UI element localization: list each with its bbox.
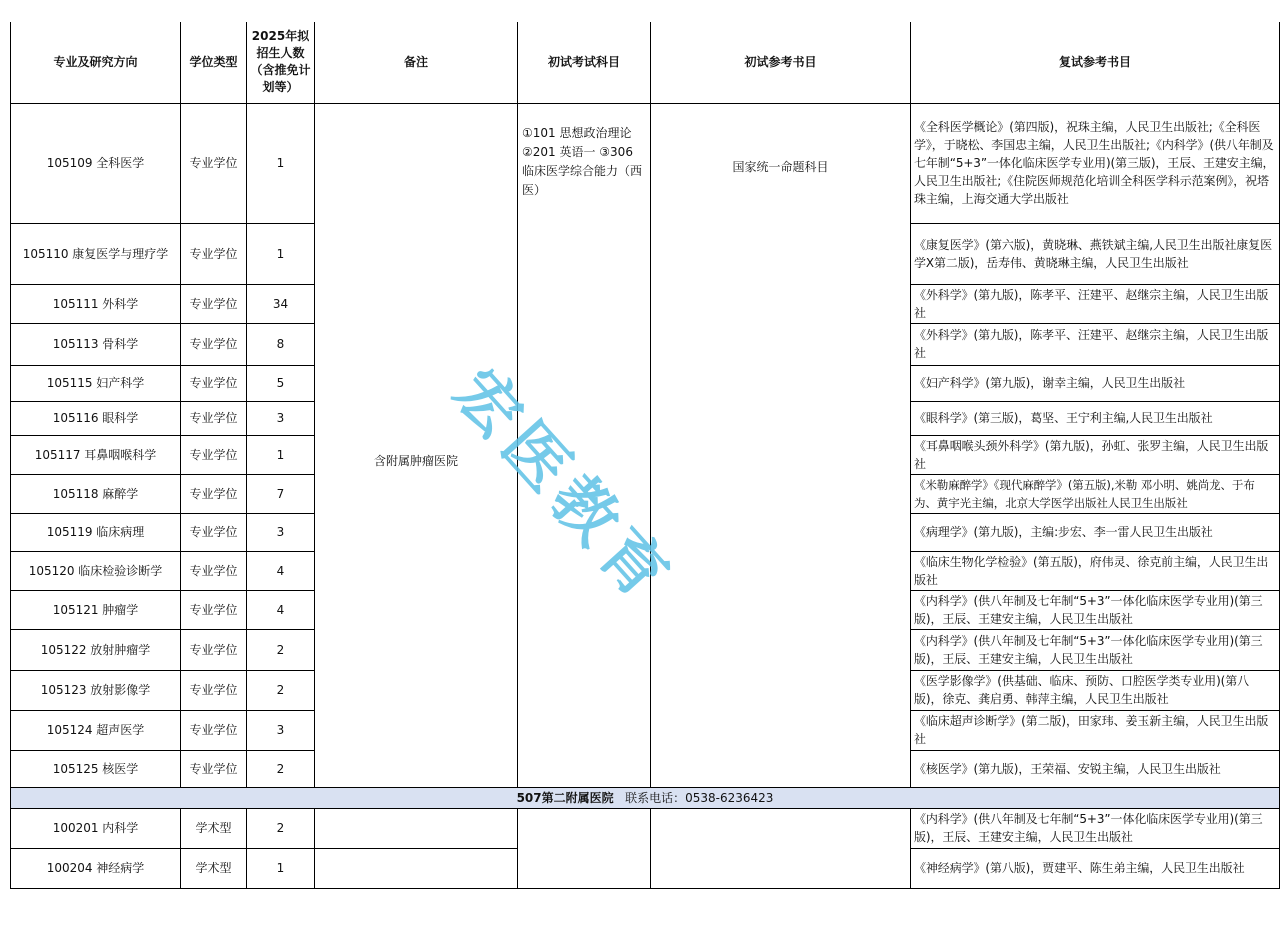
- retest-ref-cell: 《核医学》(第九版)，王荣福、安锐主编，人民卫生出版社: [911, 750, 1280, 787]
- header-retest-ref: 复试参考书目: [911, 22, 1280, 103]
- quota-cell: 1: [247, 103, 315, 223]
- quota-cell: 1: [247, 848, 315, 888]
- retest-ref-cell: 《神经病学》(第八版)，贾建平、陈生弟主编，人民卫生出版社: [911, 848, 1280, 888]
- major-cell: 105124 超声医学: [11, 710, 181, 750]
- quota-cell: 2: [247, 750, 315, 787]
- note-cell: [315, 808, 518, 848]
- quota-cell: 3: [247, 401, 315, 435]
- quota-cell: 3: [247, 710, 315, 750]
- degree-cell: 学术型: [181, 848, 247, 888]
- major-cell: 100201 内科学: [11, 808, 181, 848]
- major-cell: 105118 麻醉学: [11, 474, 181, 513]
- major-cell: 105125 核医学: [11, 750, 181, 787]
- quota-cell: 2: [247, 808, 315, 848]
- major-cell: 105119 临床病理: [11, 513, 181, 551]
- retest-ref-cell: 《医学影像学》(供基础、临床、预防、口腔医学类专业用)(第八版)，徐克、龚启勇、韩萍主编，人民卫生出版社: [911, 670, 1280, 710]
- section-contact: 联系电话：0538-6236423: [625, 790, 774, 805]
- header-note: 备注: [315, 22, 518, 103]
- note-cell: 含附属肿瘤医院: [315, 103, 518, 787]
- retest-ref-cell: 《妇产科学》(第九版)，谢幸主编，人民卫生出版社: [911, 365, 1280, 401]
- quota-cell: 2: [247, 670, 315, 710]
- degree-cell: 专业学位: [181, 750, 247, 787]
- degree-cell: 专业学位: [181, 629, 247, 670]
- retest-ref-cell: 《病理学》(第九版)，主编:步宏、李一雷人民卫生出版社: [911, 513, 1280, 551]
- degree-cell: 专业学位: [181, 670, 247, 710]
- table-row: [11, 808, 1280, 848]
- admissions-table: [10, 22, 1280, 889]
- major-cell: 100204 神经病学: [11, 848, 181, 888]
- quota-cell: 34: [247, 284, 315, 323]
- major-cell: 105113 骨科学: [11, 323, 181, 365]
- major-cell: 105122 放射肿瘤学: [11, 629, 181, 670]
- major-cell: 105123 放射影像学: [11, 670, 181, 710]
- exam-subjects-cell: ①101 思想政治理论 ②201 英语一 ③306 临床医学综合能力（西医）: [518, 103, 651, 787]
- retest-ref-cell: 《内科学》(供八年制及七年制“5+3”一体化临床医学专业用)(第三版)，王辰、王建安主编，人民卫生出版社: [911, 590, 1280, 629]
- major-cell: 105116 眼科学: [11, 401, 181, 435]
- quota-cell: 2: [247, 629, 315, 670]
- major-cell: 105109 全科医学: [11, 103, 181, 223]
- major-cell: 105121 肿瘤学: [11, 590, 181, 629]
- degree-cell: 专业学位: [181, 103, 247, 223]
- retest-ref-cell: 《临床超声诊断学》(第二版)，田家玮、姜玉新主编，人民卫生出版社: [911, 710, 1280, 750]
- degree-cell: 专业学位: [181, 474, 247, 513]
- header-quota: 2025年拟招生人数（含推免计划等）: [247, 22, 315, 103]
- quota-cell: 8: [247, 323, 315, 365]
- header-first-ref: 初试参考书目: [651, 22, 911, 103]
- first-ref-cell: [651, 808, 911, 888]
- section-header-row: [11, 787, 1280, 808]
- quota-cell: 7: [247, 474, 315, 513]
- table-row: [11, 103, 1280, 223]
- degree-cell: 学术型: [181, 808, 247, 848]
- retest-ref-cell: 《米勒麻醉学》《现代麻醉学》(第五版),米勒 邓小明、姚尚龙、于布为、黄宇光主编，北京大学医学出版社人民卫生出版社: [911, 474, 1280, 513]
- header-row: [11, 22, 1280, 103]
- first-ref-cell: 国家统一命题科目: [651, 103, 911, 787]
- quota-cell: 1: [247, 435, 315, 474]
- major-cell: 105120 临床检验诊断学: [11, 551, 181, 590]
- quota-cell: 5: [247, 365, 315, 401]
- degree-cell: 专业学位: [181, 710, 247, 750]
- degree-cell: 专业学位: [181, 223, 247, 284]
- note-cell: [315, 848, 518, 888]
- degree-cell: 专业学位: [181, 284, 247, 323]
- quota-cell: 3: [247, 513, 315, 551]
- degree-cell: 专业学位: [181, 551, 247, 590]
- retest-ref-cell: 《临床生物化学检验》(第五版)，府伟灵、徐克前主编，人民卫生出版社: [911, 551, 1280, 590]
- degree-cell: 专业学位: [181, 401, 247, 435]
- degree-cell: 专业学位: [181, 323, 247, 365]
- retest-ref-cell: 《耳鼻咽喉头颈外科学》(第九版)，孙虹、张罗主编，人民卫生出版社: [911, 435, 1280, 474]
- retest-ref-cell: 《全科医学概论》(第四版)，祝珠主编，人民卫生出版社;《全科医学》，于晓松、李国忠主编，人民卫生出版社;《内科学》(供八年制及七年制“5+3”一体化临床医学专业用)(第三版)，王辰、王建安主编，人民卫生出版社;《住院医师规范化培训全科医学科示范案例》，祝塔珠主编，上海交通大学出版社: [911, 103, 1280, 223]
- retest-ref-cell: 《眼科学》(第三版)，葛坚、王宁利主编,人民卫生出版社: [911, 401, 1280, 435]
- retest-ref-cell: 《外科学》(第九版)，陈孝平、汪建平、赵继宗主编，人民卫生出版社: [911, 284, 1280, 323]
- degree-cell: 专业学位: [181, 513, 247, 551]
- quota-cell: 4: [247, 551, 315, 590]
- major-cell: 105117 耳鼻咽喉科学: [11, 435, 181, 474]
- retest-ref-cell: 《外科学》(第九版)，陈孝平、汪建平、赵继宗主编，人民卫生出版社: [911, 323, 1280, 365]
- retest-ref-cell: 《内科学》(供八年制及七年制“5+3”一体化临床医学专业用)(第三版)，王辰、王建安主编，人民卫生出版社: [911, 629, 1280, 670]
- degree-cell: 专业学位: [181, 365, 247, 401]
- quota-cell: 4: [247, 590, 315, 629]
- quota-cell: 1: [247, 223, 315, 284]
- header-degree: 学位类型: [181, 22, 247, 103]
- header-exam: 初试考试科目: [518, 22, 651, 103]
- section-name: 507第二附属医院: [516, 790, 614, 805]
- degree-cell: 专业学位: [181, 435, 247, 474]
- retest-ref-cell: 《康复医学》(第六版)，黄晓琳、燕铁斌主编,人民卫生出版社康复医学X第二版)，岳寿伟、黄晓琳主编，人民卫生出版社: [911, 223, 1280, 284]
- watermark-text: 宏医教育: [438, 355, 687, 619]
- header-major: 专业及研究方向: [11, 22, 181, 103]
- exam-subjects-cell: [518, 808, 651, 888]
- retest-ref-cell: 《内科学》(供八年制及七年制“5+3”一体化临床医学专业用)(第三版)，王辰、王建安主编，人民卫生出版社: [911, 808, 1280, 848]
- degree-cell: 专业学位: [181, 590, 247, 629]
- major-cell: 105111 外科学: [11, 284, 181, 323]
- section-header: [11, 787, 1280, 808]
- major-cell: 105110 康复医学与理疗学: [11, 223, 181, 284]
- major-cell: 105115 妇产科学: [11, 365, 181, 401]
